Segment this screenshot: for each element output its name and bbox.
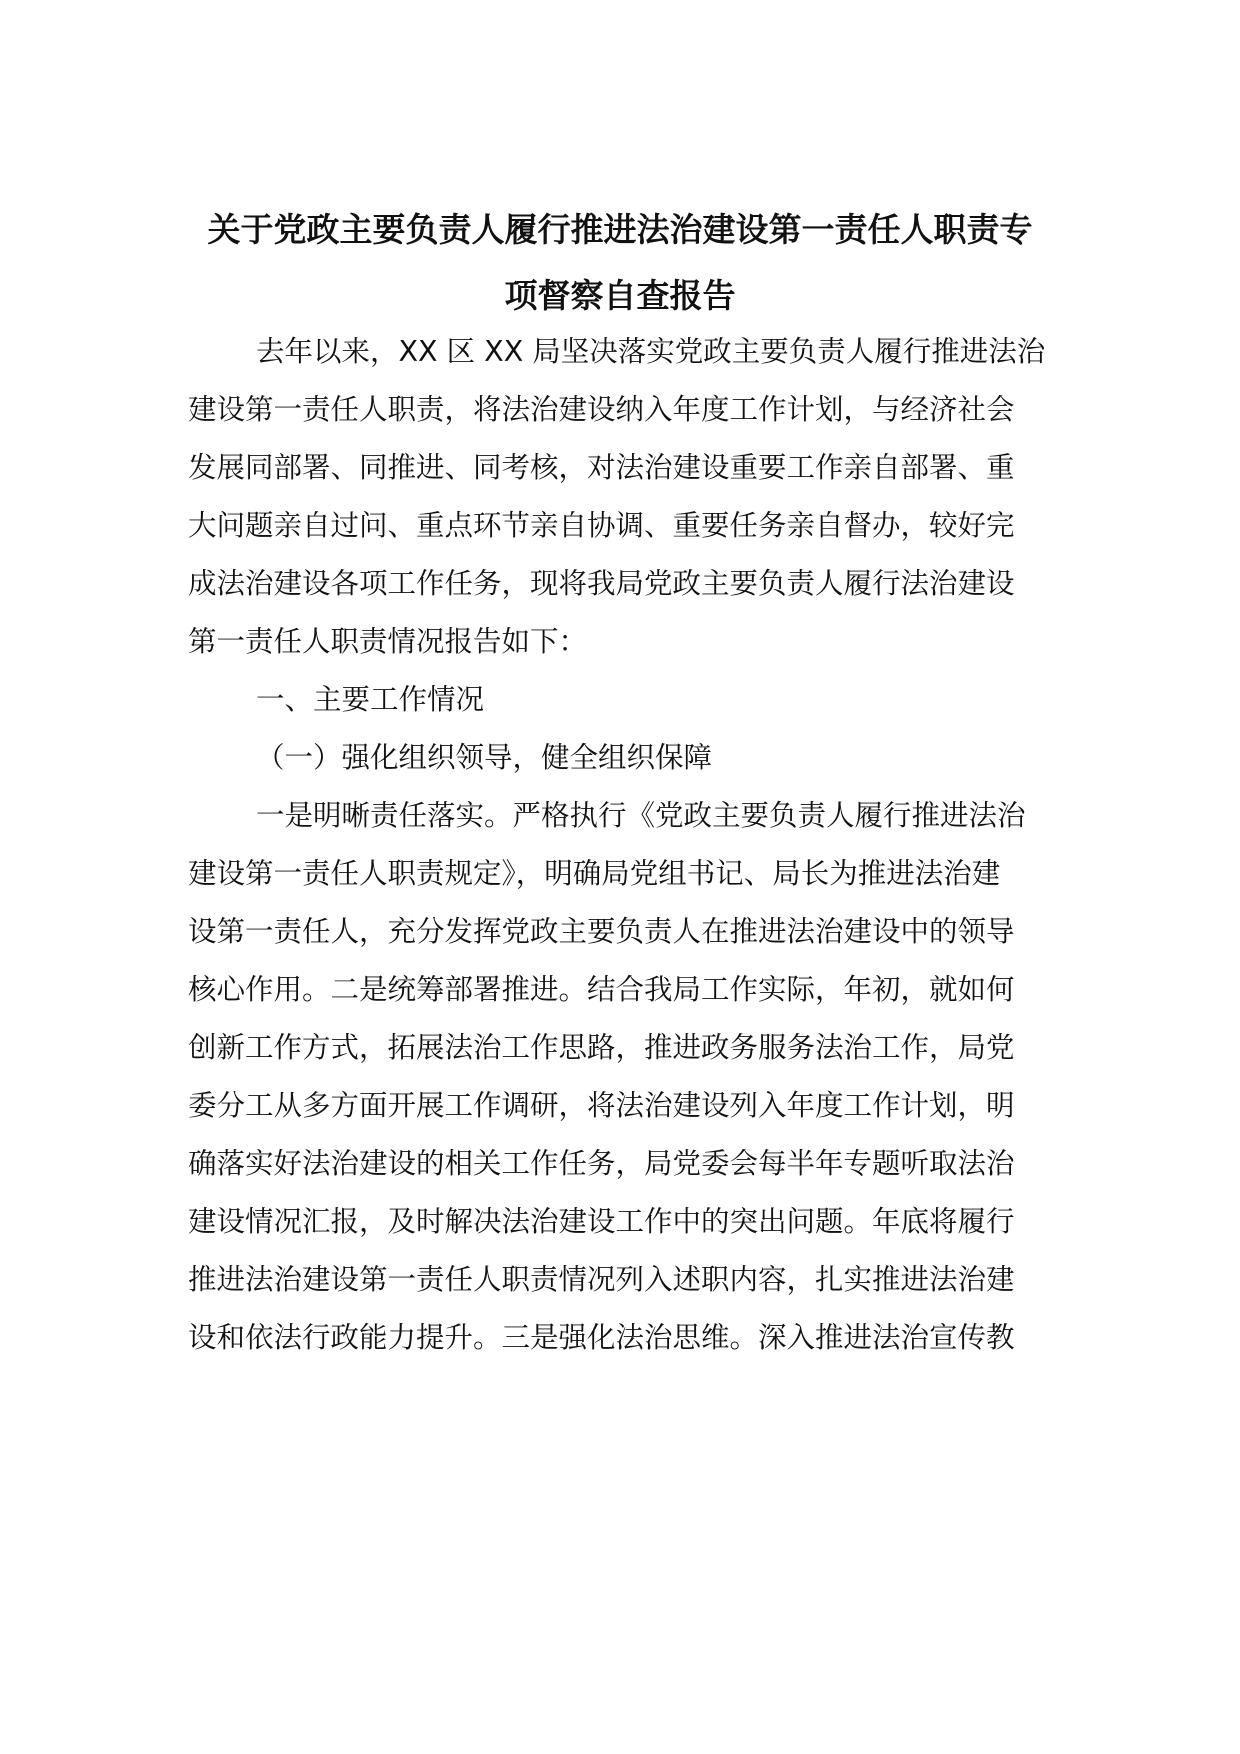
paragraph-line: 第一责任人职责情况报告如下： bbox=[188, 625, 588, 658]
paragraph-line: 成法治建设各项工作任务，现将我局党政主要负责人履行法治建设 bbox=[188, 567, 1015, 600]
paragraph-line: 设和依法行政能力提升。三是强化法治思维。深入推进法治宣传教 bbox=[188, 1321, 1015, 1354]
paragraph-line: 去年以来，XX 区 XX 局坚决落实党政主要负责人履行推进法治 bbox=[256, 335, 1046, 368]
paragraph-line: 创新工作方式，拓展法治工作思路，推进政务服务法治工作，局党 bbox=[188, 1031, 1015, 1064]
paragraph-line: 大问题亲自过问、重点环节亲自协调、重要任务亲自督办，较好完 bbox=[188, 509, 1015, 542]
paragraph-line: 发展同部署、同推进、同考核，对法治建设重要工作亲自部署、重 bbox=[188, 451, 1015, 484]
paragraph-line: 委分工从多方面开展工作调研，将法治建设列入年度工作计划，明 bbox=[188, 1089, 1015, 1122]
paragraph-line: 一是明晰责任落实。严格执行《党政主要负责人履行推进法治 bbox=[256, 799, 1026, 832]
paragraph-line: 建设第一责任人职责规定》，明确局党组书记、局长为推进法治建 bbox=[188, 857, 1001, 890]
paragraph-line: 确落实好法治建设的相关工作任务，局党委会每半年专题听取法治 bbox=[188, 1147, 1015, 1180]
document-title-line-2: 项督察自查报告 bbox=[504, 276, 736, 315]
document-title-line-1: 关于党政主要负责人履行推进法治建设第一责任人职责专 bbox=[207, 210, 1033, 249]
paragraph-line: 推进法治建设第一责任人职责情况列入述职内容，扎实推进法治建 bbox=[188, 1263, 1015, 1296]
paragraph-line: 建设情况汇报，及时解决法治建设工作中的突出问题。年底将履行 bbox=[188, 1205, 1015, 1238]
paragraph-line: 建设第一责任人职责，将法治建设纳入年度工作计划，与经济社会 bbox=[188, 393, 1015, 426]
paragraph-line: 设第一责任人，充分发挥党政主要负责人在推进法治建设中的领导 bbox=[188, 915, 1015, 948]
paragraph-line: 核心作用。二是统筹部署推进。结合我局工作实际，年初，就如何 bbox=[188, 973, 1015, 1006]
subsection-heading: （一）强化组织领导，健全组织保障 bbox=[256, 741, 713, 774]
section-heading: 一、主要工作情况 bbox=[256, 683, 485, 716]
